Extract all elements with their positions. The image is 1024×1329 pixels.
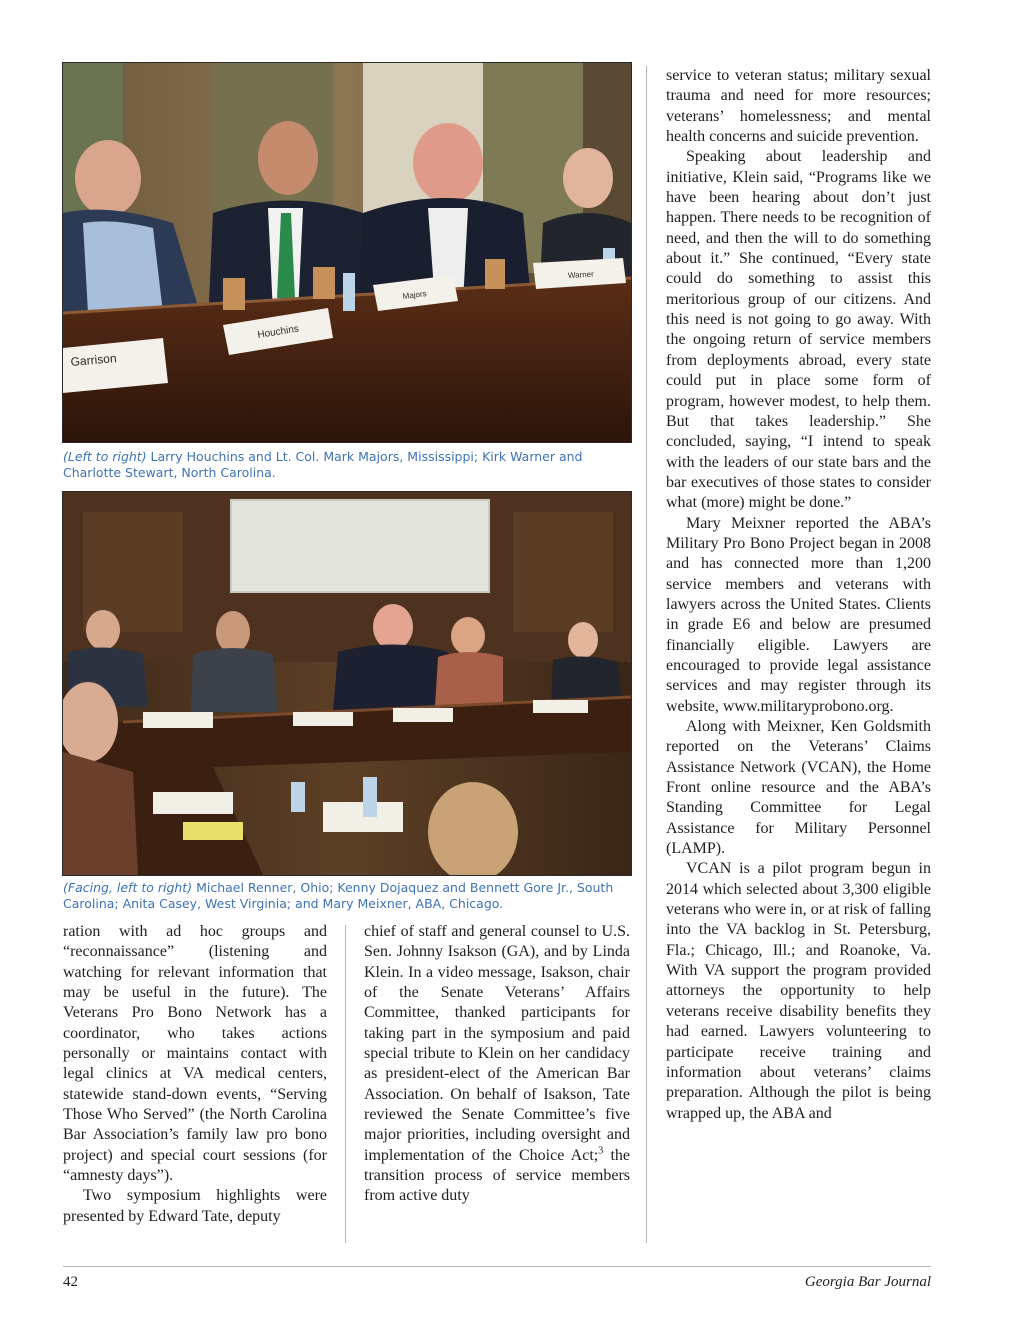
nameplate-garrison-text: Garrison bbox=[70, 351, 118, 369]
column-middle bbox=[364, 922, 630, 1207]
column-right-paragraph-3: Mary Meixner reported the ABA’s Military Pro Bono Project began in 2008 and has connected more than 1,200 service members and veterans with lawyers across the United States. Clients in grade E6 and below are presumed financially eligible. Lawyers are encouraged to provide legal assistance services and may register through its website, www.militaryprobono.org. bbox=[666, 514, 931, 715]
caption-2-text: Michael Renner, Ohio; Kenny Dojaquez and Bennett Gore Jr., South Carolina; Anita Casey, West Virginia; and Mary Meixner, ABA, Chicago. bbox=[63, 880, 614, 911]
photo-caption-2 bbox=[63, 880, 631, 911]
nameplate-warner-text: Warner bbox=[567, 269, 595, 280]
column-middle-paragraph-1 bbox=[364, 922, 630, 1207]
column-divider-left bbox=[345, 925, 346, 1243]
photo-conference-table bbox=[62, 62, 632, 443]
nameplate-majors-text: Majors bbox=[402, 289, 428, 301]
page-number: 42 bbox=[63, 1274, 78, 1290]
column-left bbox=[63, 922, 327, 1227]
photo-caption-1 bbox=[63, 449, 631, 480]
footnote-ref-3[interactable]: 3 bbox=[598, 1145, 604, 1157]
caption-1-lead: (Left to right) bbox=[63, 449, 147, 464]
column-right-paragraph-5: VCAN is a pilot program begun in 2014 which selected about 3,300 eligible veterans who were in, or at risk of falling into the VA backlog in St. Petersburg, Fla.; Chicago, Ill.; and Roanoke, Va. With VA support the program provided attorneys the opportunity to help veterans receive disability benefits they had earned. Lawyers volunteering to participate receive training and information about veterans’ claims preparation. Although the pilot is being wrapped up, the ABA and bbox=[666, 860, 931, 1122]
column-right-paragraph-2: Speaking about leadership and initiative, Klein said, “Programs like we have been hearing about don’t just happen. There needs to be recognition of need, and then the will to do something about it.” She continued, “Every state could do something to assist this meritorious group of our citizens. And this need is not going to go away. With the ongoing return of service members from deployments abroad, every state could put in place some form of program, however modest, to help them. But that takes leadership.” She concluded, saying, “I intend to speak with the leaders of our state bars and the bar executives of those states to consider what (more) might be done.” bbox=[666, 148, 931, 512]
footer-rule bbox=[63, 1266, 931, 1267]
column-left-paragraph-1: ration with ad hoc groups and “reconnaissance” (listening and watching for relevant information that may be useful in the future). The Veterans Pro Bono Network has a coordinator, who takes actions personally or maintains contact with legal clinics at VA medical centers, statewide stand-down events, “Serving Those Who Served” (the North Carolina Bar Association’s family law pro bono project) and special court sessions (for “amnesty days”). bbox=[63, 923, 327, 1185]
photo-meeting-room bbox=[62, 491, 632, 876]
nameplate-houchins-text: Houchins bbox=[256, 323, 300, 341]
column-middle-text-a: chief of staff and general counsel to U.S. Sen. Johnny Isakson (GA), and by Linda Klein. In a video message, Isakson, chair of the Senate Veterans’ Affairs Committee, thanked participants for taking part in the symposium and paid special tribute to Klein on her candidacy as president-elect of the American Bar Association. On behalf of Isakson, Tate reviewed the Senate Committee’s five major priorities, including oversight and implementation of the Choice Act; bbox=[364, 923, 630, 1164]
column-right bbox=[666, 66, 931, 1124]
column-divider-right bbox=[646, 66, 647, 1243]
caption-2-lead: (Facing, left to right) bbox=[63, 880, 193, 895]
column-right-paragraph-1: service to veteran status; military sexual trauma and need for more resources; veterans’ homelessness; and mental health concerns and suicide prevention. bbox=[666, 67, 931, 146]
photo-conference-table-image bbox=[63, 63, 631, 442]
photo-meeting-room-image bbox=[63, 492, 631, 875]
column-left-paragraph-2: Two symposium highlights were presented by Edward Tate, deputy bbox=[63, 1187, 327, 1225]
journal-title: Georgia Bar Journal bbox=[804, 1274, 931, 1290]
column-middle-text-b: the transition process of service members from active duty bbox=[364, 1146, 630, 1205]
column-right-paragraph-4: Along with Meixner, Ken Goldsmith reported on the Veterans’ Claims Assistance Network (VCAN), the Home Front online resource and the ABA’s Standing Committee for Legal Assistance for Military Personnel (LAMP). bbox=[666, 718, 931, 858]
caption-1-text: Larry Houchins and Lt. Col. Mark Majors, Mississippi; Kirk Warner and Charlotte Stewart, North Carolina. bbox=[63, 449, 583, 480]
